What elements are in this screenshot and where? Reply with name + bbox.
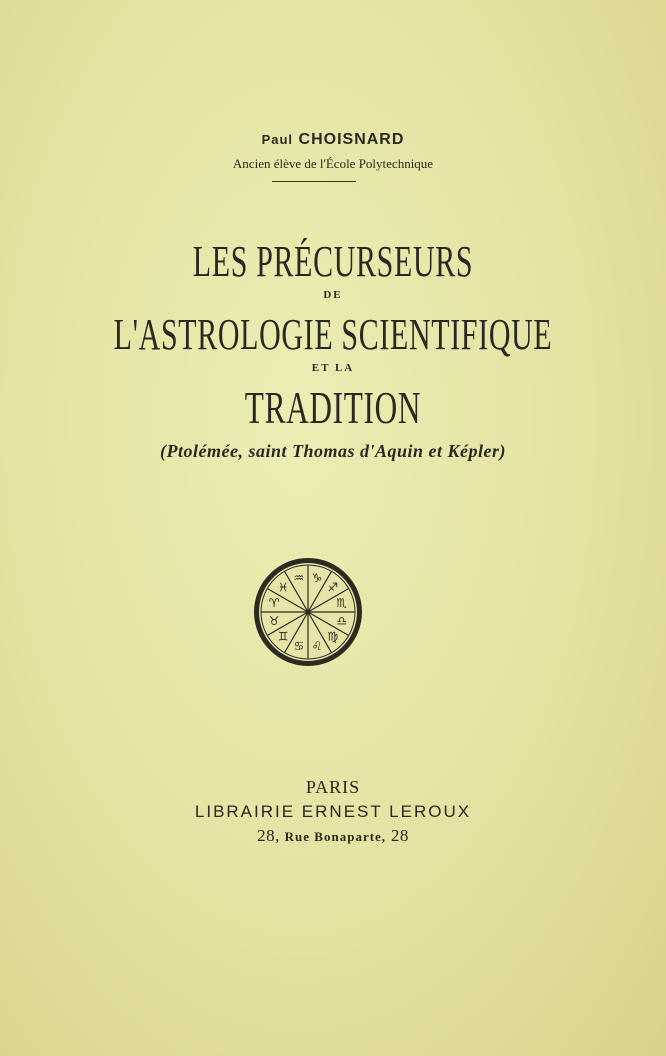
title-line-2: L'ASTROLOGIE SCIENTIFIQUE [113, 310, 553, 359]
subtitle: (Ptolémée, saint Thomas d'Aquin et Képler) [160, 441, 506, 461]
author-name [0, 131, 666, 149]
author-surname: CHOISNARD [298, 131, 405, 148]
zodiac-sign-icon: ♉ [268, 614, 280, 629]
zodiac-sign-icon: ♌ [311, 638, 323, 653]
zodiac-sign-icon: ♍ [327, 629, 339, 644]
zodiac-sign-icon: ♒ [293, 571, 305, 586]
title-connector-et-la: ET LA [311, 362, 355, 374]
zodiac-sign-icon: ♊ [277, 629, 289, 644]
zodiac-sign-icon: ♎ [336, 614, 348, 629]
zodiac-sign-icon: ♏ [336, 595, 348, 610]
zodiac-wheel-icon [252, 556, 364, 668]
address-number-start: 28, [257, 826, 280, 845]
publisher-address [0, 826, 666, 846]
publisher-name: LIBRAIRIE ERNEST LEROUX [194, 802, 472, 821]
address-number-end: 28 [390, 826, 409, 845]
zodiac-sign-icon: ♋ [293, 638, 305, 653]
divider-rule [272, 181, 356, 182]
title-connector-de: DE [323, 289, 343, 301]
publisher-city: PARIS [305, 777, 361, 797]
title-line-1: LES PRÉCURSEURS [192, 237, 474, 286]
title-line-3: TRADITION [244, 382, 422, 433]
zodiac-sign-icon: ♈ [268, 595, 280, 610]
zodiac-sign-icon: ♓ [277, 580, 289, 595]
address-street: Rue Bonaparte, [284, 829, 387, 844]
author-first-name: Paul [261, 132, 294, 147]
zodiac-sign-icon: ♐ [327, 580, 339, 595]
zodiac-sign-icon: ♑ [311, 571, 323, 586]
author-affiliation: Ancien élève de l'École Polytechnique [232, 156, 434, 171]
